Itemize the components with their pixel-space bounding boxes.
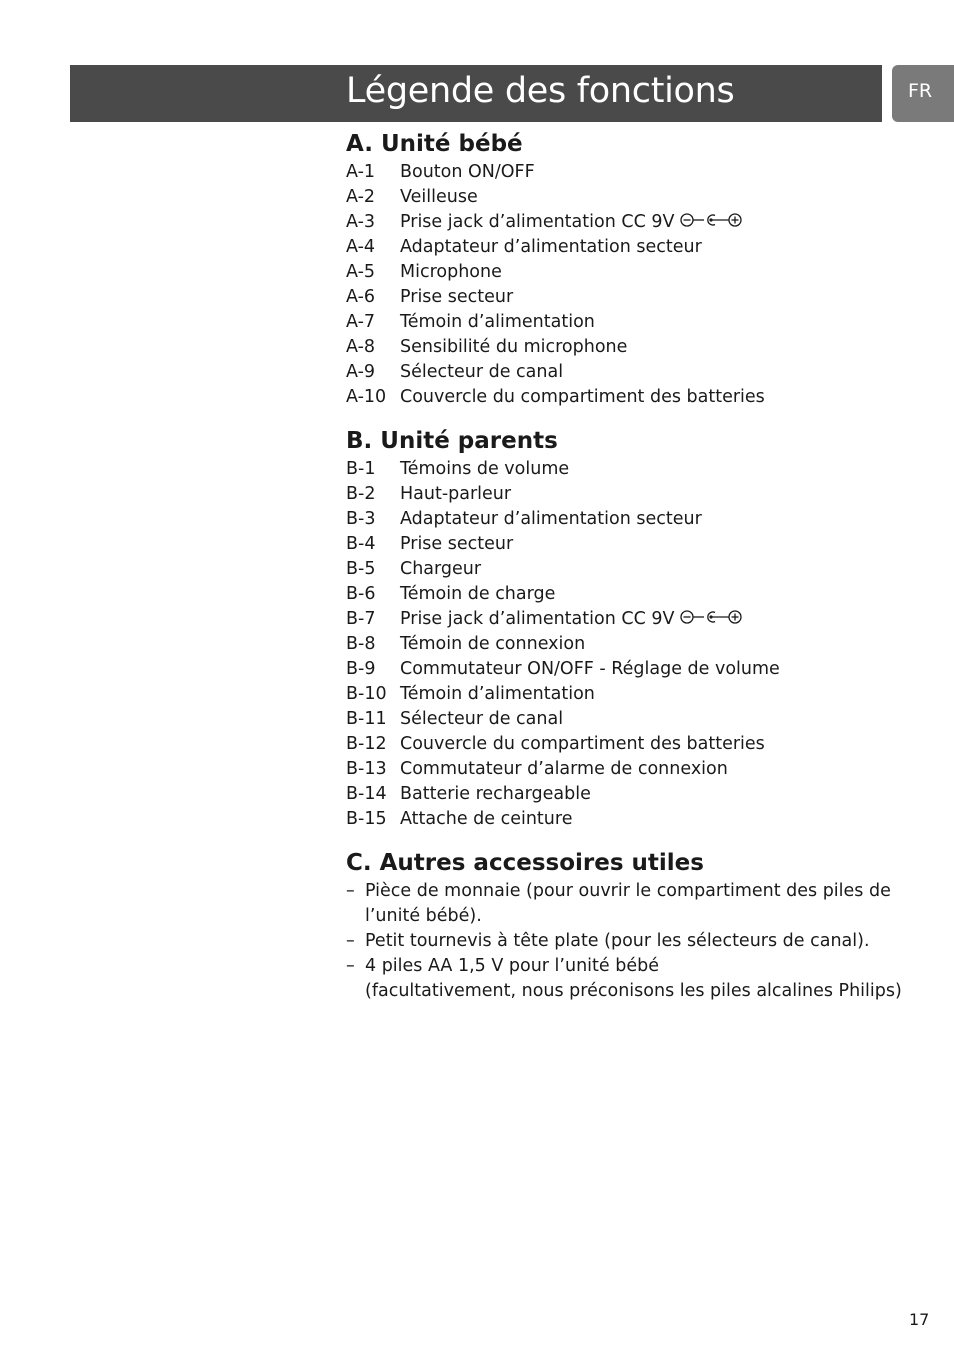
section-c-heading: C. Autres accessoires utiles	[346, 850, 704, 876]
item-label	[400, 582, 555, 607]
list-item	[346, 732, 886, 757]
item-code: B-7	[346, 609, 376, 629]
item-code: A-8	[346, 337, 376, 357]
item-label	[400, 732, 765, 757]
item-code: B-4	[346, 534, 376, 554]
accessory-item	[346, 879, 891, 929]
item-label-text: Prise secteur	[400, 287, 514, 307]
item-label-text: Bouton ON/OFF	[400, 162, 535, 182]
item-label	[400, 532, 513, 557]
item-label-text: Commutateur d’alarme de connexion	[400, 759, 728, 779]
language-tab	[892, 65, 954, 122]
list-item	[346, 482, 886, 507]
list-item	[346, 582, 886, 607]
section-a-list	[346, 160, 886, 410]
item-label-text: Veilleuse	[400, 187, 478, 207]
item-label	[400, 210, 743, 235]
page-title: Légende des fonctions	[346, 71, 735, 111]
item-code: A-4	[346, 237, 376, 257]
list-item	[346, 260, 886, 285]
item-label	[400, 807, 572, 832]
item-code: B-5	[346, 559, 376, 579]
list-item	[346, 807, 886, 832]
list-item	[346, 160, 886, 185]
list-item	[346, 632, 886, 657]
section-a-heading: A. Unité bébé	[346, 131, 523, 157]
item-label	[400, 657, 780, 682]
item-label-text: Prise jack d’alimentation CC 9V	[400, 609, 675, 629]
list-item	[346, 532, 886, 557]
section-b-list	[346, 457, 886, 832]
item-code: A-7	[346, 312, 376, 332]
item-label-text: Sélecteur de canal	[400, 362, 564, 382]
accessory-text-line: Pièce de monnaie (pour ouvrir le compartiment des piles de	[365, 881, 891, 901]
item-label-text: Témoin d’alimentation	[400, 312, 595, 332]
content	[346, 128, 902, 1004]
list-item	[346, 185, 886, 210]
bullet-dash: –	[346, 881, 355, 901]
list-item	[346, 657, 886, 682]
section-b-heading: B. Unité parents	[346, 428, 558, 454]
list-item	[346, 507, 886, 532]
accessory-text-line: l’unité bébé).	[365, 906, 482, 926]
item-code: B-2	[346, 484, 376, 504]
item-label	[400, 507, 702, 532]
list-item	[346, 707, 886, 732]
item-code: A-10	[346, 387, 387, 407]
item-label	[400, 285, 513, 310]
item-code: B-3	[346, 509, 376, 529]
item-label	[400, 335, 627, 360]
item-label	[400, 310, 595, 335]
item-label-text: Haut-parleur	[400, 484, 512, 504]
item-label	[400, 457, 569, 482]
item-code: B-11	[346, 709, 387, 729]
bullet-dash: –	[346, 931, 355, 951]
item-label-text: Couvercle du compartiment des batteries	[400, 734, 765, 754]
list-item	[346, 285, 886, 310]
list-item	[346, 235, 886, 260]
section-c-list	[346, 879, 902, 1004]
item-label	[400, 160, 535, 185]
item-label-text: Témoin de connexion	[400, 634, 586, 654]
item-code: A-5	[346, 262, 376, 282]
accessory-item	[346, 954, 902, 1004]
item-label-text: Témoin d’alimentation	[400, 684, 595, 704]
language-tab-label: FR	[908, 80, 933, 102]
item-code: A-2	[346, 187, 376, 207]
list-item	[346, 682, 886, 707]
item-label	[400, 185, 478, 210]
item-code: B-12	[346, 734, 387, 754]
item-label	[400, 757, 728, 782]
list-item	[346, 757, 886, 782]
item-label-text: Prise jack d’alimentation CC 9V	[400, 212, 675, 232]
item-code: A-6	[346, 287, 376, 307]
list-item	[346, 607, 886, 632]
accessory-text-line: 4 piles AA 1,5 V pour l’unité bébé	[365, 956, 659, 976]
list-item	[346, 210, 886, 235]
item-label-text: Microphone	[400, 262, 502, 282]
item-label-text: Témoins de volume	[400, 459, 570, 479]
list-item	[346, 385, 886, 410]
item-code: A-9	[346, 362, 376, 382]
title-bar	[70, 65, 882, 122]
item-code: B-8	[346, 634, 376, 654]
item-label-text: Témoin de charge	[400, 584, 556, 604]
list-item	[346, 557, 886, 582]
item-label-text: Sélecteur de canal	[400, 709, 564, 729]
item-label-text: Batterie rechargeable	[400, 784, 591, 804]
item-label-text: Attache de ceinture	[400, 809, 573, 829]
item-code: B-10	[346, 684, 387, 704]
list-item	[346, 782, 886, 807]
item-code: B-9	[346, 659, 376, 679]
list-item	[346, 335, 886, 360]
accessory-text-line: Petit tournevis à tête plate (pour les sélecteurs de canal).	[365, 931, 870, 951]
item-label-text: Sensibilité du microphone	[400, 337, 628, 357]
item-label	[400, 482, 511, 507]
dc-polarity-icon	[679, 211, 743, 229]
item-code: B-13	[346, 759, 387, 779]
item-label	[400, 782, 591, 807]
item-label	[400, 707, 563, 732]
list-item	[346, 360, 886, 385]
item-code: B-14	[346, 784, 387, 804]
item-label-text: Adaptateur d’alimentation secteur	[400, 237, 702, 257]
item-code: A-1	[346, 162, 376, 182]
item-label	[400, 632, 585, 657]
item-code: B-15	[346, 809, 387, 829]
list-item	[346, 310, 886, 335]
item-code: A-3	[346, 212, 376, 232]
item-label-text: Couvercle du compartiment des batteries	[400, 387, 765, 407]
bullet-dash: –	[346, 956, 355, 976]
item-label	[400, 235, 702, 260]
item-label	[400, 385, 765, 410]
page-number: 17	[909, 1310, 930, 1329]
item-label	[400, 557, 481, 582]
item-label	[400, 260, 502, 285]
item-label-text: Prise secteur	[400, 534, 514, 554]
item-label-text: Chargeur	[400, 559, 482, 579]
item-label	[400, 360, 563, 385]
dc-polarity-icon	[679, 608, 743, 626]
item-code: B-6	[346, 584, 376, 604]
item-label-text: Adaptateur d’alimentation secteur	[400, 509, 702, 529]
item-label	[400, 607, 743, 632]
accessory-text-line: (facultativement, nous préconisons les piles alcalines Philips)	[365, 981, 902, 1001]
accessory-item	[346, 929, 886, 954]
item-label-text: Commutateur ON/OFF - Réglage de volume	[400, 659, 780, 679]
item-code: B-1	[346, 459, 376, 479]
list-item	[346, 457, 886, 482]
item-label	[400, 682, 595, 707]
